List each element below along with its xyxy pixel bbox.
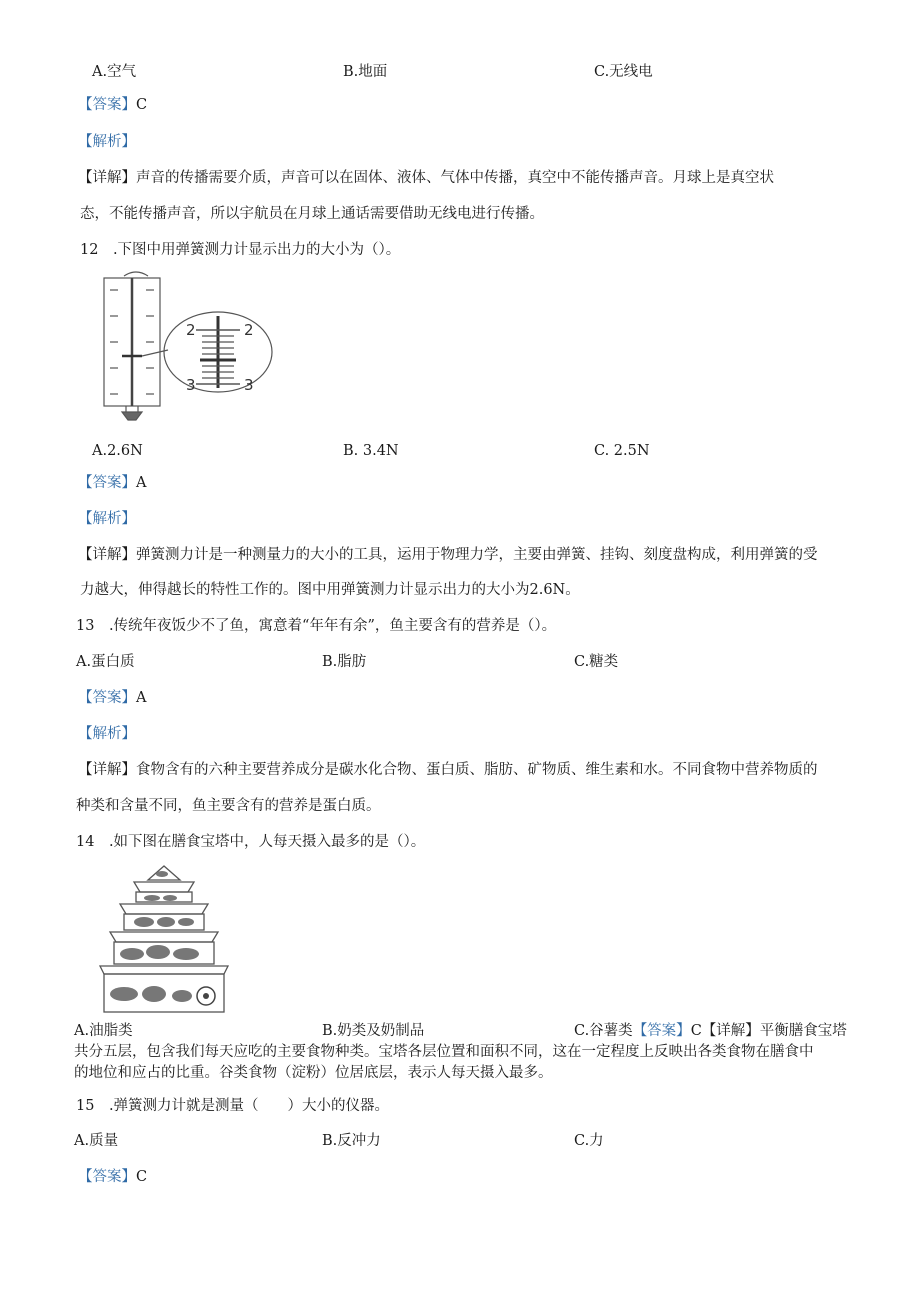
q14-option-a: A.油脂类 bbox=[74, 1023, 133, 1039]
food-pyramid-figure bbox=[96, 862, 232, 1018]
q12-detail-line1 bbox=[78, 545, 818, 565]
q15-question: 15 .弹簧测力计就是测量（ ）大小的仪器。 bbox=[76, 1098, 390, 1114]
q13-question: 13 .传统年夜饭少不了鱼，寓意着“年年有余”，鱼主要含有的营养是（）。 bbox=[76, 618, 557, 634]
zoom-label-2-right: 2 bbox=[244, 321, 254, 339]
answer-value: C bbox=[136, 97, 148, 113]
q12-answer bbox=[78, 473, 146, 493]
answer-value: A bbox=[136, 690, 147, 706]
q11-option-b: B.地面 bbox=[343, 64, 388, 80]
q12-analysis-tag: 【解析】 bbox=[78, 511, 136, 527]
q11-detail-line1 bbox=[78, 168, 774, 188]
q13-option-a: A.蛋白质 bbox=[76, 654, 135, 670]
q14-option-b: B.奶类及奶制品 bbox=[322, 1023, 425, 1039]
detail-text: 弹簧测力计是一种测量力的大小的工具，运用于物理力学，主要由弹簧、挂钩、刻度盘构成，利用弹簧的受 bbox=[136, 547, 818, 563]
q12-detail-line2: 力越大，伸得越长的特性工作的。图中用弹簧测力计显示出力的大小为2.6N。 bbox=[80, 582, 580, 598]
detail-text: 平衡膳食宝塔 bbox=[759, 1023, 847, 1039]
detail-text: 声音的传播需要介质，声音可以在固体、液体、气体中传播，真空中不能传播声音。月球上是真空状 bbox=[136, 170, 774, 186]
spring-scale-figure bbox=[96, 270, 296, 422]
q14-detail-line3: 的地位和应占的比重。谷类食物（淀粉）位居底层，表示人每天摄入最多。 bbox=[74, 1065, 553, 1081]
detail-tag: 【详解】 bbox=[78, 547, 136, 563]
answer-tag: 【答案】 bbox=[78, 475, 136, 491]
q15-option-a: A.质量 bbox=[74, 1133, 119, 1149]
q13-option-c: C.糖类 bbox=[574, 654, 619, 670]
zoom-label-3-left: 3 bbox=[186, 376, 196, 394]
detail-tag: 【详解】 bbox=[78, 762, 136, 778]
q13-option-b: B.脂肪 bbox=[322, 654, 367, 670]
q14-question: 14 .如下图在膳食宝塔中，人每天摄入最多的是（）。 bbox=[76, 834, 426, 850]
q11-detail-line2: 态，不能传播声音，所以宇航员在月球上通话需要借助无线电进行传播。 bbox=[80, 206, 544, 222]
zoom-label-3-right: 3 bbox=[244, 376, 254, 394]
answer-tag: 【答案】 bbox=[632, 1023, 691, 1039]
q13-analysis-tag: 【解析】 bbox=[78, 726, 136, 742]
q12-option-a: A.2.6N bbox=[92, 443, 143, 459]
answer-tag: 【答案】 bbox=[78, 97, 136, 113]
answer-tag: 【答案】 bbox=[78, 690, 136, 706]
q15-answer bbox=[78, 1167, 147, 1187]
zoom-label-2-left: 2 bbox=[186, 321, 196, 339]
q12-option-c: C. 2.5N bbox=[594, 443, 650, 459]
q13-answer bbox=[78, 688, 146, 708]
detail-tag: 【详解】 bbox=[701, 1023, 760, 1039]
q11-analysis-tag: 【解析】 bbox=[78, 134, 136, 150]
answer-value: A bbox=[136, 475, 147, 491]
q13-detail-line2: 种类和含量不同，鱼主要含有的营养是蛋白质。 bbox=[76, 798, 381, 814]
option-c-text: C.谷薯类 bbox=[574, 1023, 633, 1039]
q13-detail-line1 bbox=[78, 760, 818, 780]
q11-option-c: C.无线电 bbox=[594, 64, 653, 80]
q14-option-c-with-answer bbox=[574, 1021, 847, 1041]
q12-question: 12 .下图中用弹簧测力计显示出力的大小为（）。 bbox=[80, 242, 401, 258]
q11-option-a: A.空气 bbox=[92, 64, 137, 80]
answer-value: C bbox=[136, 1169, 148, 1185]
q15-option-b: B.反冲力 bbox=[322, 1133, 381, 1149]
q11-answer bbox=[78, 95, 147, 115]
answer-tag: 【答案】 bbox=[78, 1169, 136, 1185]
answer-value: C bbox=[690, 1023, 702, 1039]
q14-detail-line2: 共分五层，包含我们每天应吃的主要食物种类。宝塔各层位置和面积不同，这在一定程度上反映出各类食物在膳食中 bbox=[74, 1044, 814, 1060]
detail-text: 食物含有的六种主要营养成分是碳水化合物、蛋白质、脂肪、矿物质、维生素和水。不同食物中营养物质的 bbox=[136, 762, 818, 778]
q15-option-c: C.力 bbox=[574, 1133, 604, 1149]
q12-option-b: B. 3.4N bbox=[343, 443, 399, 459]
detail-tag: 【详解】 bbox=[78, 170, 136, 186]
